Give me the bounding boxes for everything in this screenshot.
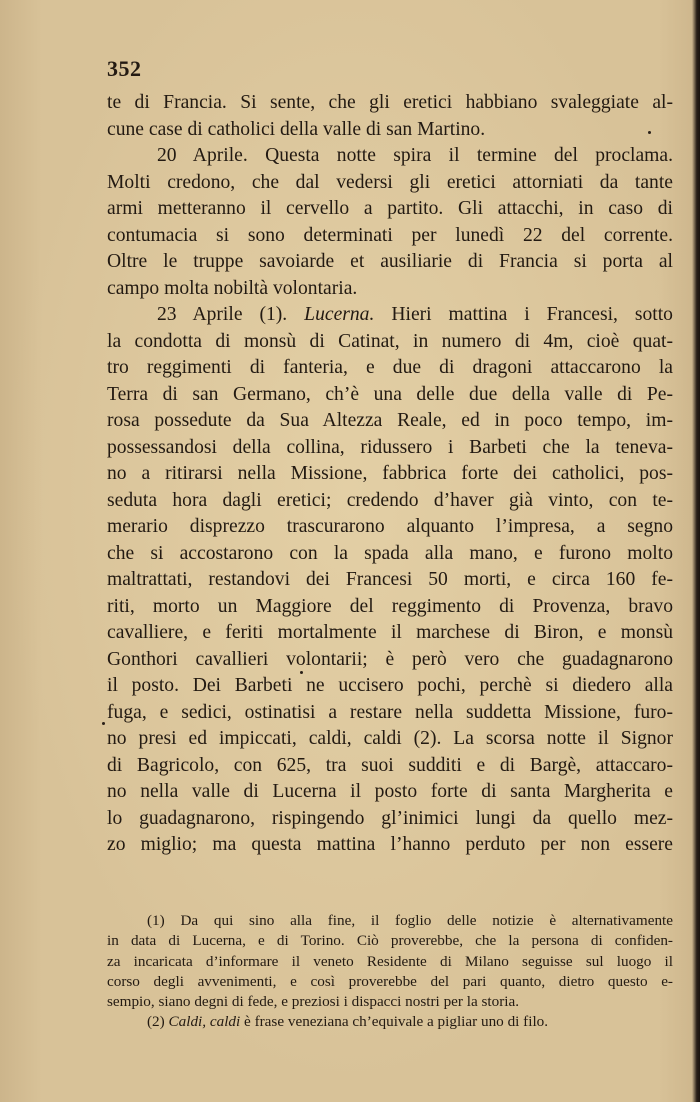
page-edge-shadow xyxy=(692,0,700,1102)
page-number: 352 xyxy=(107,56,142,81)
text-line: possessandosi della collina, ridussero i Barbeti che la teneva- xyxy=(107,436,673,458)
body-text xyxy=(107,90,673,859)
footnote-italic-phrase: Caldi, caldi xyxy=(168,1013,241,1031)
ink-speck xyxy=(300,671,303,674)
text-line: tro reggimenti di fanteria, e due di dragoni attaccarono la xyxy=(107,357,673,378)
footnote-text: è frase veneziana ch’equivale a pigliar uno di filo. xyxy=(244,1013,549,1031)
text-line: fuga, e sedici, ostinatisi a restare nella suddetta Missione, furo- xyxy=(107,701,673,723)
text-line: che si accostarono con la spada alla mano, e furono molto xyxy=(107,542,673,564)
text-line: Molti credono, che dal vedersi gli eretici attorniati da tante xyxy=(107,171,673,193)
text-line: campo molta nobiltà volontaria. xyxy=(107,277,358,299)
text-line: cavalliere, e feriti mortalmente il marchese di Biron, e monsù xyxy=(107,622,673,643)
place-name: Lucerna. xyxy=(304,304,375,325)
footnote-line: in data di Lucerna, e di Torino. Ciò proverebbe, che la persona di confiden- xyxy=(107,932,673,950)
text-line: merario disprezzo trascurarono alquanto l’impresa, a segno xyxy=(107,516,673,537)
text-line: la condotta di monsù di Catinat, in numero di 4m, cioè quat- xyxy=(107,330,673,352)
text-line: 20 Aprile. Questa notte spira il termine del proclama. xyxy=(157,145,673,166)
footnote-line: (1) Da qui sino alla fine, il foglio delle notizie è alternativamente xyxy=(147,912,673,929)
text-line: di Bagricolo, con 625, tra suoi sudditi e di Bargè, attaccaro- xyxy=(107,754,673,776)
text-line: il posto. Dei Barbeti ne uccisero pochi, perchè si diedero alla xyxy=(107,675,673,696)
footnotes xyxy=(107,911,673,1033)
text-line: Oltre le truppe savoiarde et ausiliarie di Francia si porta al xyxy=(107,251,673,272)
text-line: Terra di san Germano, ch’è una delle due della valle di Pe- xyxy=(107,383,673,405)
text-line: no a ritirarsi nella Missione, fabbrica forte dei catholici, pos- xyxy=(107,463,673,484)
text-line: no presi ed impiccati, caldi, caldi (2). La scorsa notte il Signor xyxy=(107,728,673,749)
text-line: cune case di catholici della valle di san Martino. xyxy=(107,118,486,140)
text-line: armi metteranno il cervello a partito. Gli attacchi, in caso di xyxy=(107,198,673,219)
ink-speck xyxy=(102,722,105,725)
footnote-marker: (2) xyxy=(147,1013,165,1031)
text-line: maltrattati, restandovi dei Francesi 50 morti, e circa 160 fe- xyxy=(107,569,673,590)
text-line-with-place xyxy=(107,302,673,329)
text-line: no nella valle di Lucerna il posto forte di santa Margherita e xyxy=(107,781,673,802)
text-line: seduta hora dagli eretici; credendo d’haver già vinto, con te- xyxy=(107,489,673,511)
date-heading: 23 Aprile (1). xyxy=(157,304,288,325)
text-line: contumacia si sono determinati per lunedì 22 del corrente. xyxy=(107,224,673,246)
text-line: lo guadagnarono, rispingendo gl’inimici lungi da quello mez- xyxy=(107,807,673,829)
text-line: riti, morto un Maggiore del reggimento di Provenza, bravo xyxy=(107,595,673,617)
text-run: Hieri mattina i Francesi, sotto xyxy=(391,304,673,325)
text-line: Gonthori cavallieri volontarii; è però vero che guadagnarono xyxy=(107,648,673,670)
footnote-line: corso degli avvenimenti, e così proverebbe del pari quanto, dietro questo e- xyxy=(107,972,673,990)
footnote-line: za incaricata d’informare il veneto Residente di Milano seguisse sul luogo il xyxy=(107,952,673,970)
text-line: rosa possedute da Sua Altezza Reale, ed in poco tempo, im- xyxy=(107,410,673,431)
ink-speck xyxy=(648,131,651,134)
text-line: zo miglio; ma questa mattina l’hanno perduto per non essere xyxy=(107,834,673,855)
text-line: te di Francia. Si sente, che gli eretici habbiano svaleggiate al- xyxy=(107,92,673,113)
footnote-line: sempio, siano degni di fede, e preziosi i dispacci nostri per la storia. xyxy=(107,993,520,1011)
footnote-line xyxy=(107,1012,673,1032)
